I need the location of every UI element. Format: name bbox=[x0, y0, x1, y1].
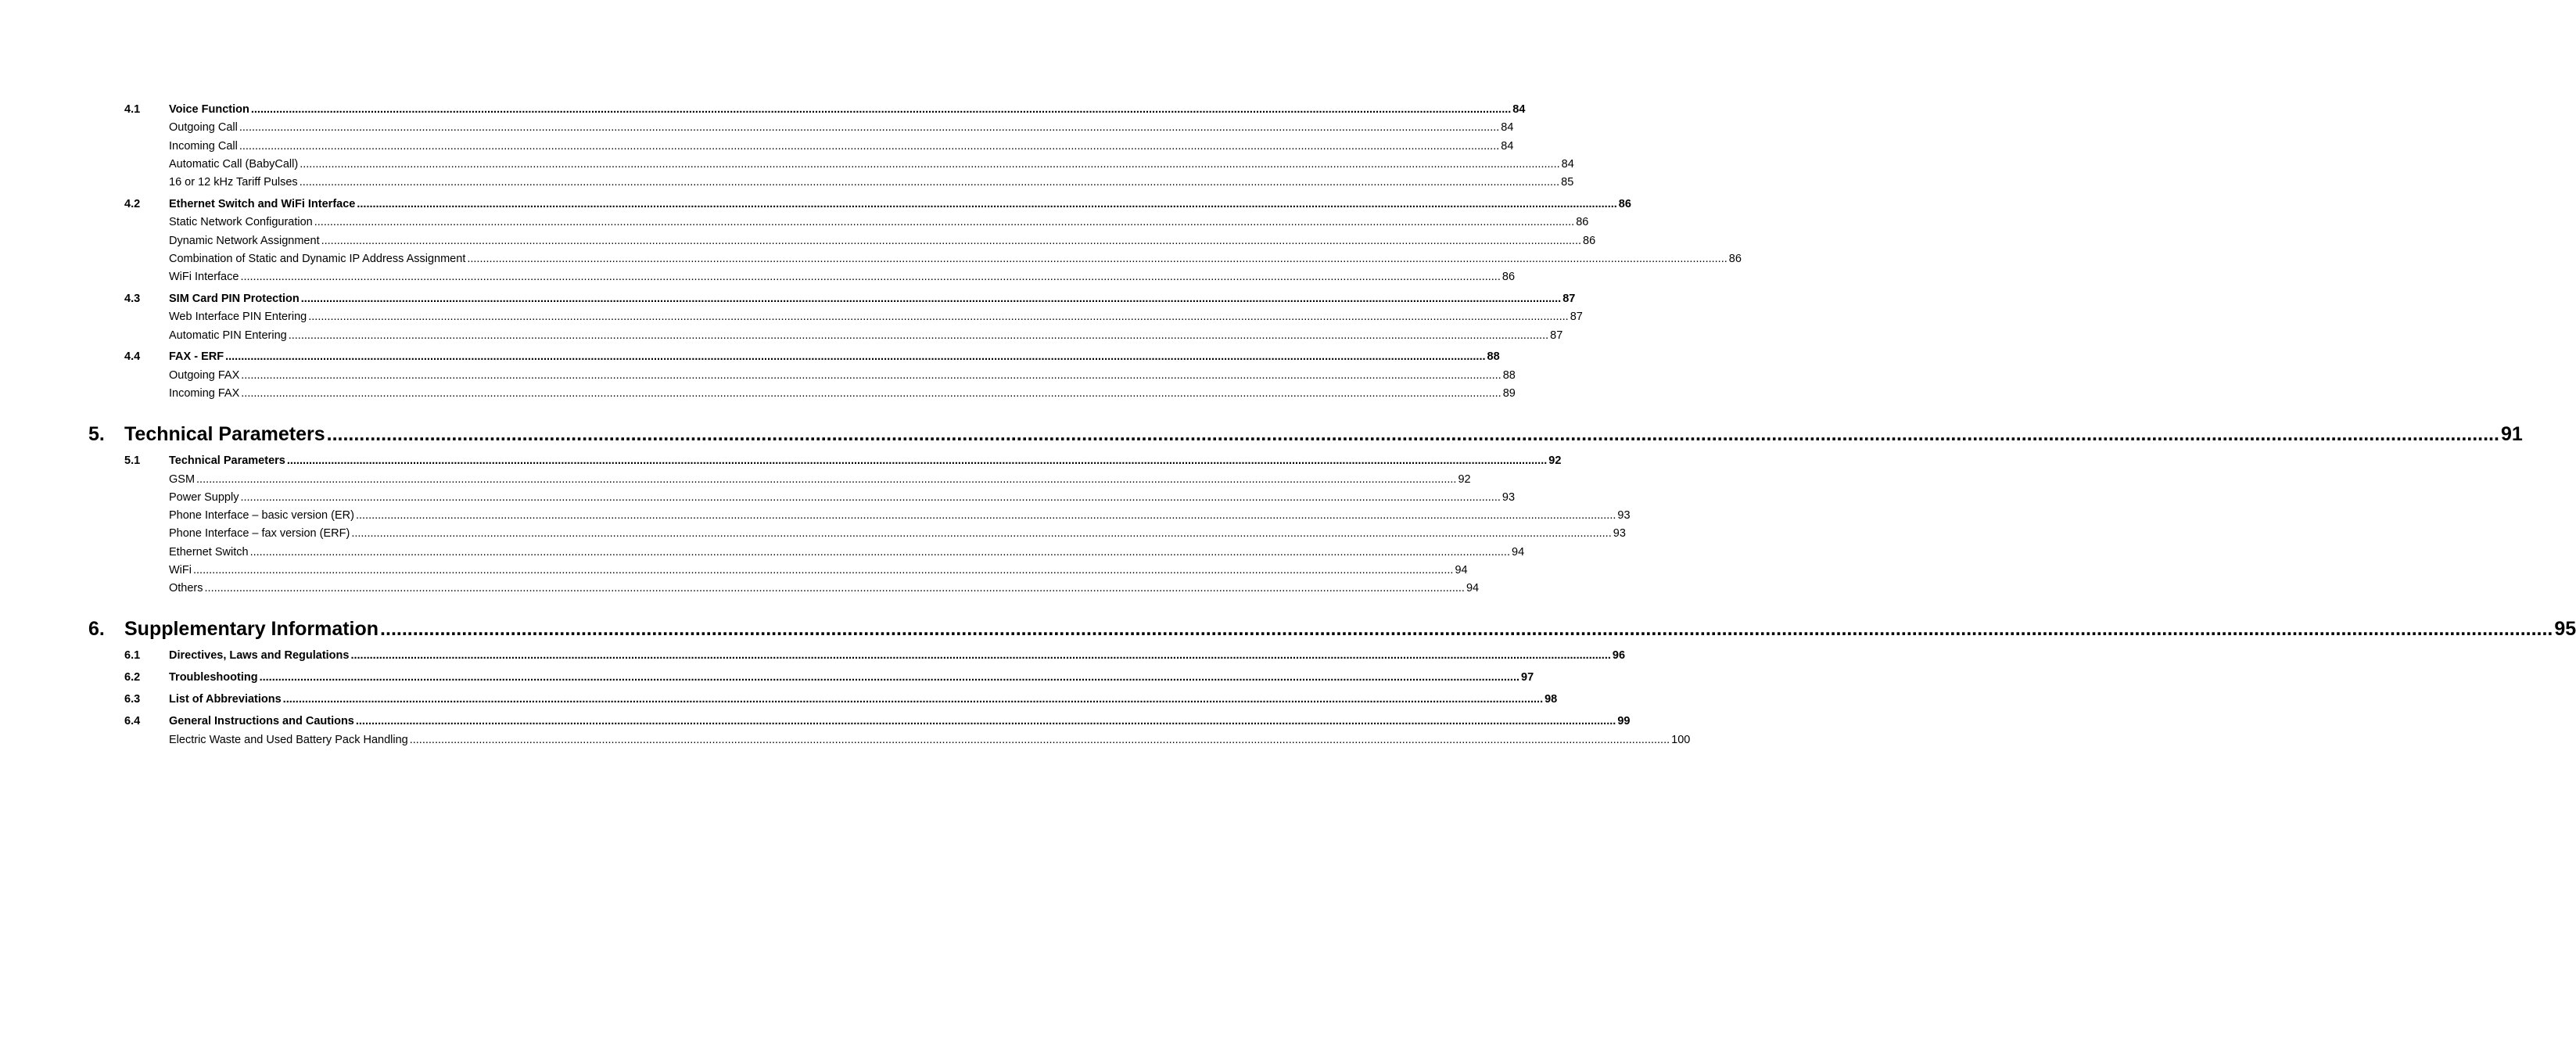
toc-entry-number: 6.4 bbox=[124, 715, 141, 727]
toc-entry-section[interactable] bbox=[124, 713, 1631, 730]
toc-entry-page: 86 bbox=[1583, 235, 1596, 247]
toc-entry-title: WiFi Interface bbox=[169, 271, 239, 283]
dot-leader: ................................................................................................................................................................................................................................................................................................................................................................................................................ bbox=[286, 454, 1548, 467]
toc-entry-section[interactable] bbox=[124, 452, 1562, 469]
dot-leader: ................................................................................................................................................................................................................................................................................................................................................................................................................ bbox=[355, 715, 1616, 727]
toc-entry-number: 4.1 bbox=[124, 103, 141, 116]
toc-entry-body bbox=[169, 119, 1514, 136]
toc-entry-body bbox=[169, 101, 1526, 118]
toc-entry-number: 6.1 bbox=[124, 649, 141, 662]
toc-entry-subsection[interactable] bbox=[124, 489, 1516, 506]
toc-entry-subsection[interactable] bbox=[124, 327, 1563, 344]
toc-entry-subsection[interactable] bbox=[124, 525, 1626, 542]
toc-entry-body bbox=[169, 669, 1534, 686]
dot-leader: ................................................................................................................................................................................................................................................................................................................................................................................................................ bbox=[241, 369, 1501, 382]
toc-entry-page: 84 bbox=[1501, 140, 1514, 153]
dot-leader: ................................................................................................................................................................................................................................................................................................................................................................................................................ bbox=[193, 564, 1454, 576]
toc-entry-body bbox=[169, 250, 1742, 268]
dot-leader: ................................................................................................................................................................................................................................................................................................................................................................................................................ bbox=[282, 693, 1544, 706]
dot-leader: ................................................................................................................................................................................................................................................................................................................................................................................................................ bbox=[259, 671, 1520, 684]
dot-leader: ................................................................................................................................................................................................................................................................................................................................................................................................................ bbox=[204, 582, 1465, 594]
toc-entry-body bbox=[169, 214, 1589, 231]
toc-entry-body bbox=[169, 452, 1562, 469]
toc-entry-page: 93 bbox=[1501, 491, 1516, 504]
toc-entry-page: 85 bbox=[1561, 176, 1574, 189]
toc-entry-section[interactable] bbox=[124, 196, 1631, 213]
toc-entry-page: 88 bbox=[1502, 369, 1516, 382]
toc-entry-body bbox=[169, 580, 1480, 597]
toc-entry-title: Automatic PIN Entering bbox=[169, 329, 287, 342]
toc-entry-page: 87 bbox=[1550, 329, 1563, 342]
dot-leader: ................................................................................................................................................................................................................................................................................................................................................................................................................ bbox=[239, 121, 1500, 134]
toc-entry-page: 94 bbox=[1466, 582, 1480, 594]
toc-entry-page: 88 bbox=[1487, 350, 1500, 363]
toc-entry-body bbox=[169, 138, 1514, 155]
toc-entry-title: Supplementary Information bbox=[124, 618, 379, 640]
toc-entry-title: Others bbox=[169, 582, 203, 594]
toc-entry-page: 94 bbox=[1512, 546, 1525, 559]
dot-leader: ................................................................................................................................................................................................................................................................................................................................................................................................................ bbox=[250, 103, 1512, 116]
toc-entry-page: 86 bbox=[1728, 253, 1742, 265]
toc-entry-page: 92 bbox=[1548, 454, 1562, 467]
toc-entry-body bbox=[169, 647, 1626, 664]
toc-entry-body bbox=[169, 385, 1516, 402]
toc-entry-body bbox=[124, 421, 2523, 447]
dot-leader: ................................................................................................................................................................................................................................................................................................................................................................................................................ bbox=[314, 216, 1575, 228]
toc-entry-subsection[interactable] bbox=[124, 562, 1468, 579]
toc-entry-subsection[interactable] bbox=[124, 507, 1631, 524]
toc-entry-page: 91 bbox=[2500, 423, 2523, 445]
dot-leader: ................................................................................................................................................................................................................................................................................................................................................................................................................ bbox=[326, 423, 2499, 445]
toc-entry-body bbox=[169, 232, 1596, 250]
toc-entry-title: 16 or 12 kHz Tariff Pulses bbox=[169, 176, 298, 189]
dot-leader: ................................................................................................................................................................................................................................................................................................................................................................................................................ bbox=[249, 546, 1510, 559]
toc-entry-body bbox=[169, 489, 1516, 506]
toc-entry-title: Phone Interface – fax version (ERF) bbox=[169, 527, 350, 540]
toc-entry-title: Static Network Configuration bbox=[169, 216, 313, 228]
toc-entry-page: 96 bbox=[1612, 649, 1626, 662]
toc-entry-page: 87 bbox=[1570, 311, 1583, 323]
toc-entry-body bbox=[169, 525, 1626, 542]
dot-leader: ................................................................................................................................................................................................................................................................................................................................................................................................................ bbox=[467, 253, 1727, 265]
toc-entry-title: Incoming Call bbox=[169, 140, 238, 153]
dot-leader: ................................................................................................................................................................................................................................................................................................................................................................................................................ bbox=[308, 311, 1569, 323]
toc-entry-body bbox=[169, 327, 1563, 344]
toc-entry-section[interactable] bbox=[124, 290, 1576, 307]
toc-entry-page: 86 bbox=[1576, 216, 1589, 228]
dot-leader: ................................................................................................................................................................................................................................................................................................................................................................................................................ bbox=[300, 158, 1560, 171]
toc-entry-title: Ethernet Switch bbox=[169, 546, 249, 559]
toc-entry-title: General Instructions and Cautions bbox=[169, 715, 354, 727]
toc-entry-body bbox=[169, 348, 1500, 365]
toc-entry-subsection[interactable] bbox=[124, 174, 1574, 191]
toc-entry-subsection[interactable] bbox=[124, 214, 1589, 231]
toc-entry-title: Outgoing Call bbox=[169, 121, 238, 134]
toc-entry-body bbox=[169, 691, 1558, 708]
dot-leader: ................................................................................................................................................................................................................................................................................................................................................................................................................ bbox=[357, 198, 1617, 210]
dot-leader: ................................................................................................................................................................................................................................................................................................................................................................................................................ bbox=[321, 235, 1582, 247]
toc-entry-number: 4.4 bbox=[124, 350, 141, 363]
toc-entry-title: Incoming FAX bbox=[169, 387, 240, 400]
toc-entry-body bbox=[169, 268, 1516, 286]
toc-entry-title: WiFi bbox=[169, 564, 192, 576]
toc-entry-section[interactable] bbox=[124, 691, 1558, 708]
toc-entry-page: 84 bbox=[1561, 158, 1574, 171]
dot-leader: ................................................................................................................................................................................................................................................................................................................................................................................................................ bbox=[380, 618, 2553, 640]
dot-leader: ................................................................................................................................................................................................................................................................................................................................................................................................................ bbox=[350, 649, 1611, 662]
toc-entry-title: Troubleshooting bbox=[169, 671, 258, 684]
toc-entry-body bbox=[169, 174, 1574, 191]
toc-entry-subsection[interactable] bbox=[124, 156, 1574, 173]
toc-entry-number: 4.3 bbox=[124, 293, 141, 305]
toc-entry-title: SIM Card PIN Protection bbox=[169, 293, 300, 305]
dot-leader: ................................................................................................................................................................................................................................................................................................................................................................................................................ bbox=[355, 509, 1616, 522]
toc-entry-title: FAX - ERF bbox=[169, 350, 224, 363]
toc-entry-title: Technical Parameters bbox=[124, 423, 325, 445]
toc-entry-title: Voice Function bbox=[169, 103, 249, 116]
toc-entry-title: List of Abbreviations bbox=[169, 693, 282, 706]
toc-entry-number: 4.2 bbox=[124, 198, 141, 210]
toc-entry-page: 92 bbox=[1458, 473, 1471, 486]
toc-entry-page: 100 bbox=[1671, 734, 1691, 746]
toc-entry-title: Automatic Call (BabyCall) bbox=[169, 158, 299, 171]
toc-entry-number: 6. bbox=[88, 618, 105, 640]
toc-entry-body bbox=[169, 562, 1468, 579]
dot-leader: ................................................................................................................................................................................................................................................................................................................................................................................................................ bbox=[288, 329, 1549, 342]
toc-entry-page: 97 bbox=[1521, 671, 1534, 684]
toc-entry-body bbox=[169, 713, 1631, 730]
toc-entry-number: 6.2 bbox=[124, 671, 141, 684]
toc-entry-page: 86 bbox=[1501, 271, 1516, 283]
toc-entry-subsection[interactable] bbox=[124, 385, 1516, 402]
toc-entry-page: 99 bbox=[1617, 715, 1631, 727]
toc-entry-page: 84 bbox=[1512, 103, 1526, 116]
toc-entry-subsection[interactable] bbox=[124, 544, 1525, 561]
toc-entry-subsection[interactable] bbox=[124, 471, 1471, 488]
toc-entry-page: 89 bbox=[1502, 387, 1516, 400]
toc-entry-body bbox=[169, 544, 1525, 561]
toc-entry-title: Combination of Static and Dynamic IP Address Assignment bbox=[169, 253, 466, 265]
toc-entry-subsection[interactable] bbox=[124, 731, 1691, 749]
dot-leader: ................................................................................................................................................................................................................................................................................................................................................................................................................ bbox=[196, 473, 1457, 486]
toc-entry-number: 5.1 bbox=[124, 454, 141, 467]
toc-entry-number: 5. bbox=[88, 423, 105, 445]
toc-entry-section[interactable] bbox=[124, 669, 1534, 686]
toc-entry-section[interactable] bbox=[124, 647, 1626, 664]
toc-entry-body bbox=[169, 471, 1471, 488]
toc-entry-subsection[interactable] bbox=[124, 119, 1514, 136]
toc-entry-body bbox=[169, 290, 1576, 307]
toc-entry-subsection[interactable] bbox=[124, 250, 1742, 268]
toc-entry-title: Power Supply bbox=[169, 491, 239, 504]
toc-entry-body bbox=[169, 507, 1631, 524]
dot-leader: ................................................................................................................................................................................................................................................................................................................................................................................................................ bbox=[351, 527, 1612, 540]
toc-entry-subsection[interactable] bbox=[124, 367, 1516, 384]
toc-entry-subsection[interactable] bbox=[124, 138, 1514, 155]
toc-entry-body bbox=[169, 308, 1583, 325]
dot-leader: ................................................................................................................................................................................................................................................................................................................................................................................................................ bbox=[241, 387, 1501, 400]
toc-entry-subsection[interactable] bbox=[124, 308, 1583, 325]
toc-entry-page: 87 bbox=[1562, 293, 1576, 305]
toc-entry-number: 6.3 bbox=[124, 693, 141, 706]
toc-entry-title: Technical Parameters bbox=[169, 454, 285, 467]
toc-entry-body bbox=[169, 367, 1516, 384]
toc-entry-title: Ethernet Switch and WiFi Interface bbox=[169, 198, 356, 210]
toc-entry-subsection[interactable] bbox=[124, 580, 1480, 597]
toc-entry-title: Outgoing FAX bbox=[169, 369, 240, 382]
toc-entry-page: 98 bbox=[1545, 693, 1558, 706]
toc-entry-title: Web Interface PIN Entering bbox=[169, 311, 307, 323]
toc-entry-page: 93 bbox=[1617, 509, 1631, 522]
dot-leader: ................................................................................................................................................................................................................................................................................................................................................................................................................ bbox=[240, 491, 1501, 504]
toc-entry-page: 94 bbox=[1455, 564, 1468, 576]
toc-entry-title: Dynamic Network Assignment bbox=[169, 235, 320, 247]
toc-entry-body bbox=[169, 731, 1691, 749]
dot-leader: ................................................................................................................................................................................................................................................................................................................................................................................................................ bbox=[300, 293, 1562, 305]
toc-entry-page: 93 bbox=[1613, 527, 1626, 540]
dot-leader: ................................................................................................................................................................................................................................................................................................................................................................................................................ bbox=[240, 271, 1501, 283]
toc-entry-title: Electric Waste and Used Battery Pack Handling bbox=[169, 734, 408, 746]
toc-entry-page: 95 bbox=[2554, 618, 2576, 640]
toc-entry-chapter[interactable] bbox=[88, 616, 2576, 642]
toc-entry-page: 86 bbox=[1618, 198, 1631, 210]
toc-entry-subsection[interactable] bbox=[124, 268, 1516, 286]
dot-leader: ................................................................................................................................................................................................................................................................................................................................................................................................................ bbox=[225, 350, 1486, 363]
toc-entry-body bbox=[169, 196, 1631, 213]
dot-leader: ................................................................................................................................................................................................................................................................................................................................................................................................................ bbox=[409, 734, 1670, 746]
toc-entry-page: 84 bbox=[1501, 121, 1514, 134]
dot-leader: ................................................................................................................................................................................................................................................................................................................................................................................................................ bbox=[299, 176, 1560, 189]
toc-entry-title: Directives, Laws and Regulations bbox=[169, 649, 350, 662]
toc-entry-title: Phone Interface – basic version (ER) bbox=[169, 509, 354, 522]
dot-leader: ................................................................................................................................................................................................................................................................................................................................................................................................................ bbox=[239, 140, 1500, 153]
toc-entry-body bbox=[169, 156, 1574, 173]
toc-entry-subsection[interactable] bbox=[124, 232, 1596, 250]
toc-entry-title: GSM bbox=[169, 473, 196, 486]
toc-entry-section[interactable] bbox=[124, 101, 1526, 118]
toc-entry-section[interactable] bbox=[124, 348, 1500, 365]
toc-entry-chapter[interactable] bbox=[88, 421, 2523, 447]
toc-entry-body bbox=[124, 616, 2576, 642]
